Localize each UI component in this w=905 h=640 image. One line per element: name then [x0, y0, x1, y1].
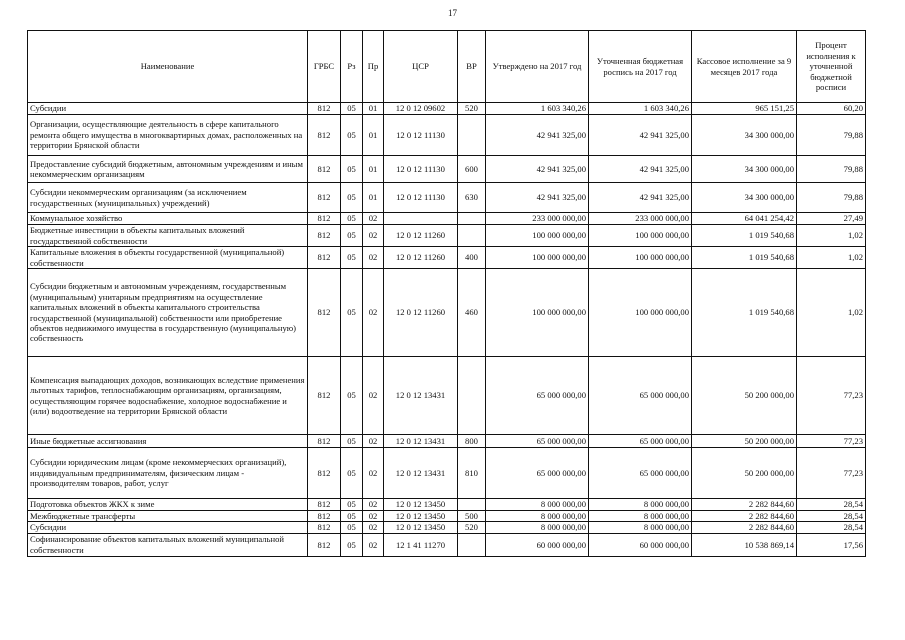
cell-approved: 100 000 000,00	[486, 225, 589, 247]
cell-pr: 02	[363, 435, 384, 448]
cell-cash: 2 282 844,60	[692, 522, 797, 533]
cell-grbs: 812	[308, 213, 341, 225]
table-row	[28, 247, 866, 269]
cell-refined: 60 000 000,00	[589, 533, 692, 556]
cell-name: Бюджетные инвестиции в объекты капитальных вложений государственной собственности	[28, 225, 308, 247]
cell-cash: 64 041 254,42	[692, 213, 797, 225]
cell-pr: 01	[363, 156, 384, 183]
cell-vr: 520	[458, 522, 486, 533]
header-cash: Кассовое исполнение за 9 месяцев 2017 года	[692, 31, 797, 103]
cell-vr: 630	[458, 183, 486, 213]
cell-pr: 02	[363, 213, 384, 225]
cell-percent: 1,02	[797, 225, 866, 247]
cell-vr	[458, 533, 486, 556]
cell-refined: 100 000 000,00	[589, 225, 692, 247]
table-row	[28, 435, 866, 448]
cell-percent: 27,49	[797, 213, 866, 225]
cell-csr: 12 1 41 11270	[384, 533, 458, 556]
table-row	[28, 115, 866, 156]
cell-percent: 79,88	[797, 156, 866, 183]
cell-refined: 100 000 000,00	[589, 269, 692, 357]
cell-pr: 02	[363, 225, 384, 247]
cell-name: Субсидии некоммерческим организациям (за исключением государственных (муниципальных) учреждений)	[28, 183, 308, 213]
cell-approved: 100 000 000,00	[486, 269, 589, 357]
cell-rz: 05	[341, 115, 363, 156]
cell-cash: 10 538 869,14	[692, 533, 797, 556]
cell-refined: 42 941 325,00	[589, 156, 692, 183]
cell-grbs: 812	[308, 448, 341, 499]
cell-cash: 34 300 000,00	[692, 183, 797, 213]
cell-grbs: 812	[308, 522, 341, 533]
cell-grbs: 812	[308, 269, 341, 357]
cell-percent: 1,02	[797, 247, 866, 269]
cell-csr: 12 0 12 13450	[384, 522, 458, 533]
cell-refined: 8 000 000,00	[589, 511, 692, 522]
cell-csr: 12 0 12 13450	[384, 511, 458, 522]
cell-vr	[458, 499, 486, 511]
cell-refined: 100 000 000,00	[589, 247, 692, 269]
cell-percent: 79,88	[797, 183, 866, 213]
cell-rz: 05	[341, 511, 363, 522]
cell-csr: 12 0 12 11130	[384, 156, 458, 183]
cell-approved: 100 000 000,00	[486, 247, 589, 269]
cell-refined: 8 000 000,00	[589, 522, 692, 533]
header-vr: ВР	[458, 31, 486, 103]
cell-rz: 05	[341, 183, 363, 213]
cell-refined: 42 941 325,00	[589, 115, 692, 156]
cell-approved: 8 000 000,00	[486, 522, 589, 533]
cell-approved: 8 000 000,00	[486, 499, 589, 511]
cell-pr: 02	[363, 533, 384, 556]
cell-refined: 42 941 325,00	[589, 183, 692, 213]
cell-rz: 05	[341, 225, 363, 247]
cell-approved: 8 000 000,00	[486, 511, 589, 522]
header-csr: ЦСР	[384, 31, 458, 103]
cell-grbs: 812	[308, 183, 341, 213]
cell-refined: 233 000 000,00	[589, 213, 692, 225]
table-row	[28, 269, 866, 357]
cell-grbs: 812	[308, 357, 341, 435]
cell-refined: 65 000 000,00	[589, 357, 692, 435]
cell-rz: 05	[341, 448, 363, 499]
table-row	[28, 522, 866, 533]
cell-refined: 1 603 340,26	[589, 103, 692, 115]
cell-percent: 77,23	[797, 435, 866, 448]
cell-rz: 05	[341, 499, 363, 511]
cell-refined: 65 000 000,00	[589, 435, 692, 448]
cell-percent: 60,20	[797, 103, 866, 115]
cell-pr: 02	[363, 357, 384, 435]
cell-cash: 2 282 844,60	[692, 511, 797, 522]
cell-csr: 12 0 12 09602	[384, 103, 458, 115]
table-row	[28, 225, 866, 247]
cell-grbs: 812	[308, 499, 341, 511]
cell-percent: 77,23	[797, 357, 866, 435]
cell-rz: 05	[341, 269, 363, 357]
cell-rz: 05	[341, 533, 363, 556]
cell-csr: 12 0 12 11130	[384, 183, 458, 213]
cell-vr	[458, 115, 486, 156]
cell-csr: 12 0 12 13431	[384, 435, 458, 448]
cell-rz: 05	[341, 357, 363, 435]
cell-percent: 28,54	[797, 499, 866, 511]
header-rz: Рз	[341, 31, 363, 103]
cell-name: Предоставление субсидий бюджетным, автономным учреждениям и иным некоммерческим организациям	[28, 156, 308, 183]
cell-vr: 460	[458, 269, 486, 357]
header-percent: Процент исполнения к уточненной бюджетной росписи	[797, 31, 866, 103]
cell-name: Капитальные вложения в объекты государственной (муниципальной) собственности	[28, 247, 308, 269]
table-row	[28, 213, 866, 225]
cell-approved: 1 603 340,26	[486, 103, 589, 115]
cell-cash: 1 019 540,68	[692, 247, 797, 269]
table-row	[28, 183, 866, 213]
cell-approved: 65 000 000,00	[486, 448, 589, 499]
cell-refined: 8 000 000,00	[589, 499, 692, 511]
cell-csr: 12 0 12 11260	[384, 269, 458, 357]
cell-cash: 1 019 540,68	[692, 269, 797, 357]
cell-cash: 34 300 000,00	[692, 156, 797, 183]
cell-vr: 600	[458, 156, 486, 183]
cell-grbs: 812	[308, 533, 341, 556]
cell-vr	[458, 213, 486, 225]
table-row	[28, 156, 866, 183]
cell-name: Организации, осуществляющие деятельность в сфере капитального ремонта общего имущества в многоквартирных домах, расположенных на территории Брянской области	[28, 115, 308, 156]
cell-csr: 12 0 12 11260	[384, 247, 458, 269]
table-row	[28, 533, 866, 556]
cell-rz: 05	[341, 103, 363, 115]
cell-name: Подготовка объектов ЖКХ к зиме	[28, 499, 308, 511]
cell-vr: 500	[458, 511, 486, 522]
cell-cash: 50 200 000,00	[692, 357, 797, 435]
table-header-row	[28, 31, 866, 103]
cell-vr: 800	[458, 435, 486, 448]
header-refined: Уточненная бюджетная роспись на 2017 год	[589, 31, 692, 103]
cell-grbs: 812	[308, 247, 341, 269]
cell-percent: 17,56	[797, 533, 866, 556]
cell-grbs: 812	[308, 225, 341, 247]
cell-pr: 02	[363, 522, 384, 533]
page-number: 17	[448, 8, 457, 18]
cell-pr: 02	[363, 511, 384, 522]
cell-name: Компенсация выпадающих доходов, возникающих вследствие применения льготных тарифов, теплоснабжающим организациям, организациям, осуществляющим горячее водоснабжение, холодное водоснабжение и (или) водоотведение на территории Брянской области	[28, 357, 308, 435]
table-row	[28, 448, 866, 499]
cell-approved: 233 000 000,00	[486, 213, 589, 225]
cell-name: Субсидии бюджетным и автономным учреждениям, государственным (муниципальным) унитарным предприятиям на осуществление капитальных вложений в объекты капитального строительства государственной (муниципальной) собственности или приобретение объектов недвижимого имущества в государственную (муниципальную) собственность	[28, 269, 308, 357]
header-pr: Пр	[363, 31, 384, 103]
cell-cash: 50 200 000,00	[692, 435, 797, 448]
cell-cash: 1 019 540,68	[692, 225, 797, 247]
cell-csr: 12 0 12 11130	[384, 115, 458, 156]
cell-percent: 1,02	[797, 269, 866, 357]
cell-name: Иные бюджетные ассигнования	[28, 435, 308, 448]
cell-grbs: 812	[308, 156, 341, 183]
cell-vr: 810	[458, 448, 486, 499]
cell-grbs: 812	[308, 103, 341, 115]
cell-grbs: 812	[308, 115, 341, 156]
cell-refined: 65 000 000,00	[589, 448, 692, 499]
table-row	[28, 499, 866, 511]
cell-vr: 520	[458, 103, 486, 115]
cell-pr: 02	[363, 448, 384, 499]
cell-cash: 2 282 844,60	[692, 499, 797, 511]
cell-pr: 01	[363, 183, 384, 213]
cell-csr: 12 0 12 13431	[384, 357, 458, 435]
header-name: Наименование	[28, 31, 308, 103]
cell-approved: 42 941 325,00	[486, 156, 589, 183]
cell-approved: 42 941 325,00	[486, 115, 589, 156]
cell-name: Межбюджетные трансферты	[28, 511, 308, 522]
cell-name: Субсидии	[28, 522, 308, 533]
cell-vr	[458, 225, 486, 247]
cell-cash: 50 200 000,00	[692, 448, 797, 499]
cell-vr	[458, 357, 486, 435]
cell-percent: 79,88	[797, 115, 866, 156]
cell-pr: 01	[363, 115, 384, 156]
cell-rz: 05	[341, 247, 363, 269]
table-row	[28, 103, 866, 115]
budget-execution-table	[27, 30, 866, 557]
cell-percent: 28,54	[797, 511, 866, 522]
cell-grbs: 812	[308, 511, 341, 522]
cell-cash: 34 300 000,00	[692, 115, 797, 156]
cell-approved: 65 000 000,00	[486, 435, 589, 448]
cell-csr: 12 0 12 13431	[384, 448, 458, 499]
cell-pr: 02	[363, 247, 384, 269]
cell-percent: 77,23	[797, 448, 866, 499]
cell-pr: 02	[363, 499, 384, 511]
cell-approved: 60 000 000,00	[486, 533, 589, 556]
cell-pr: 01	[363, 103, 384, 115]
cell-csr	[384, 213, 458, 225]
table-row	[28, 357, 866, 435]
header-grbs: ГРБС	[308, 31, 341, 103]
cell-name: Субсидии	[28, 103, 308, 115]
cell-csr: 12 0 12 13450	[384, 499, 458, 511]
cell-name: Субсидии юридическим лицам (кроме некоммерческих организаций), индивидуальным предпринимателям, физическим лицам - производителям товаров, работ, услуг	[28, 448, 308, 499]
table-body	[28, 103, 866, 557]
cell-cash: 965 151,25	[692, 103, 797, 115]
cell-vr: 400	[458, 247, 486, 269]
cell-rz: 05	[341, 522, 363, 533]
table-row	[28, 511, 866, 522]
cell-pr: 02	[363, 269, 384, 357]
cell-grbs: 812	[308, 435, 341, 448]
cell-rz: 05	[341, 156, 363, 183]
cell-approved: 42 941 325,00	[486, 183, 589, 213]
cell-name: Коммунальное хозяйство	[28, 213, 308, 225]
cell-rz: 05	[341, 435, 363, 448]
cell-percent: 28,54	[797, 522, 866, 533]
cell-name: Софинансирование объектов капитальных вложений муниципальной собственности	[28, 533, 308, 556]
cell-approved: 65 000 000,00	[486, 357, 589, 435]
cell-csr: 12 0 12 11260	[384, 225, 458, 247]
header-approved: Утверждено на 2017 год	[486, 31, 589, 103]
cell-rz: 05	[341, 213, 363, 225]
